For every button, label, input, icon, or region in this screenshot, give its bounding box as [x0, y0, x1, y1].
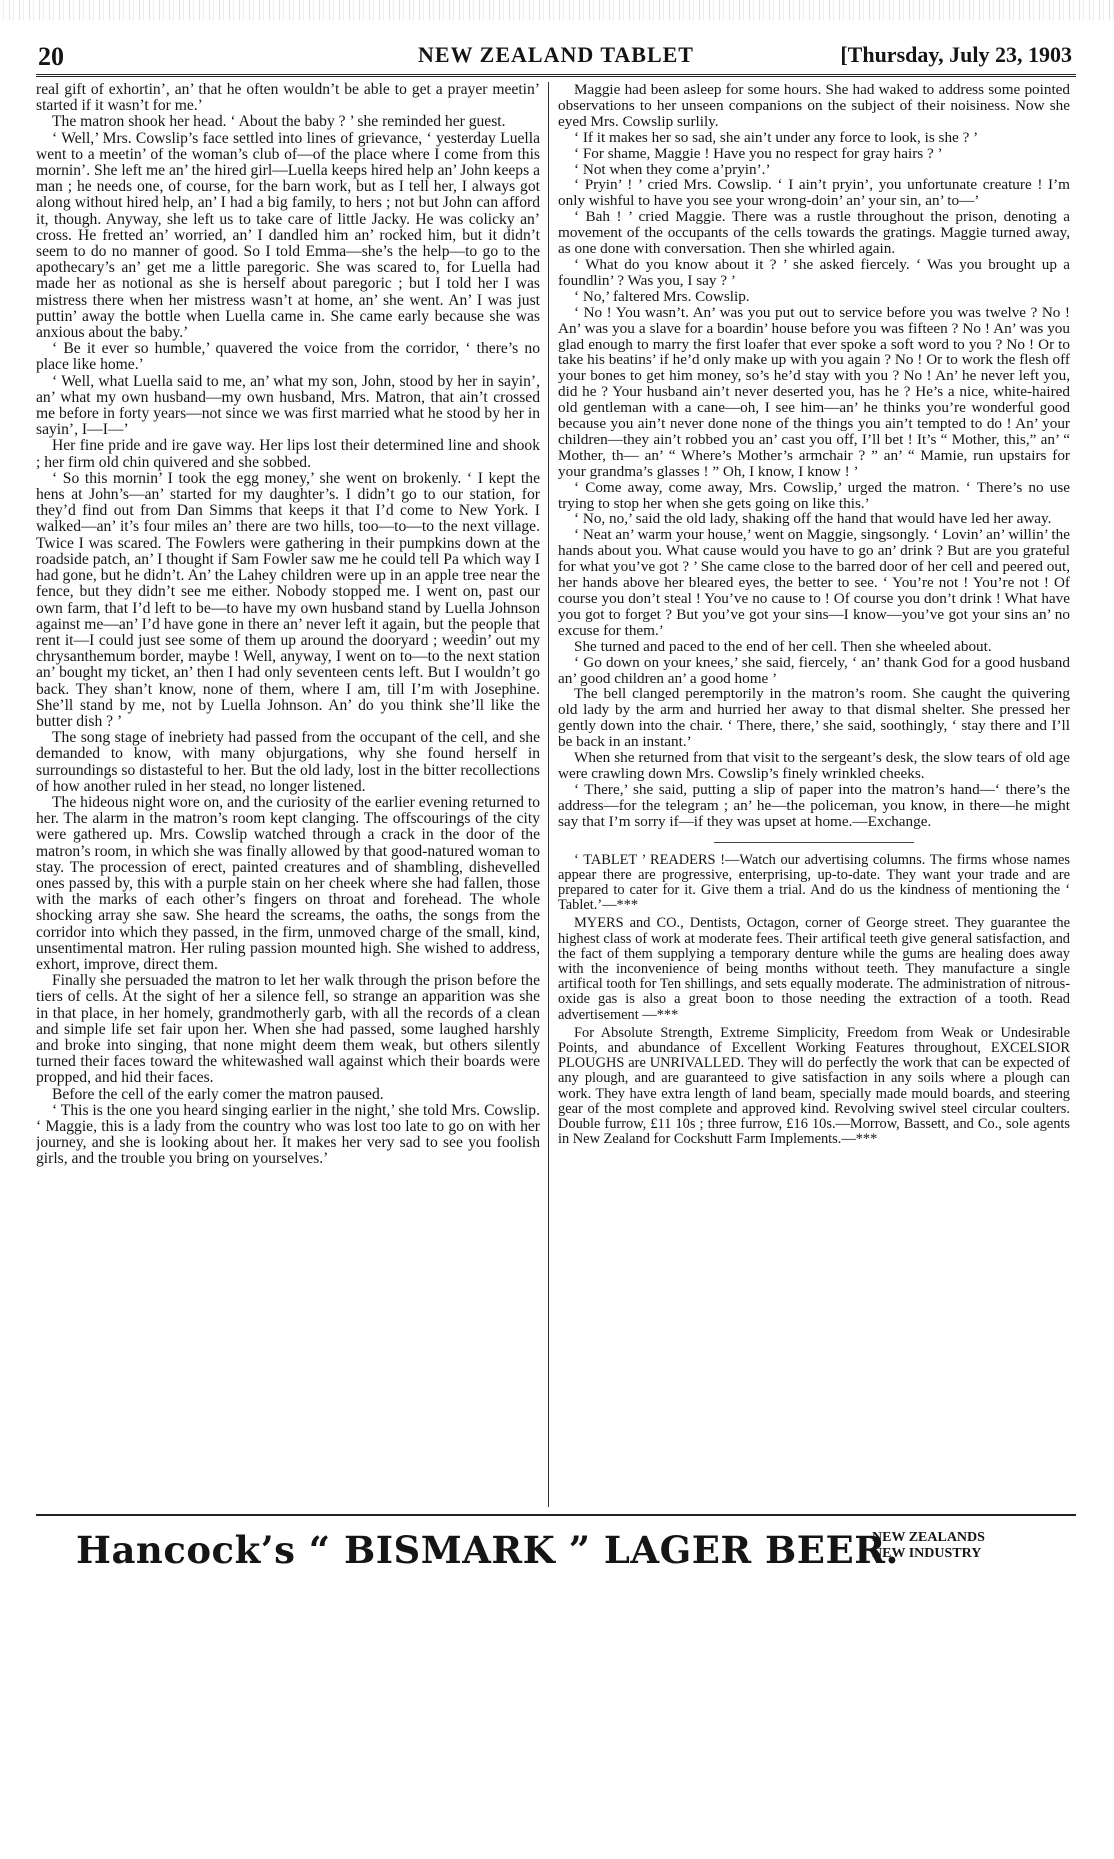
issue-date: [Thursday, July 23, 1903 — [840, 42, 1072, 67]
paragraph: ‘ This is the one you heard singing earlier in the night,’ she told Mrs. Cowslip. ‘ Maggie, this is a lady from the country who was lost too late to go on with her journey, and she is looking about her. It makes her very sad to see you foolish girls, and the trouble you bring on yourselves.’ — [36, 1101, 540, 1168]
right-column — [558, 82, 1070, 1507]
paragraph: ‘ Well,’ Mrs. Cowslip’s face settled into lines of grievance, ‘ yesterday Luella went to a meetin’ of the woman’s club of—of the place where I come from this mornin’. She left me an’ the hired girl—Luella keeps hired help an’ John keeps a man ; he needs one, of course, for the barn work, but as I tell her, I always got along without hired help, an’ I had a big family, to hers ; not but John can afford it, though. Anyway, she left us to take care of little Jacky. He was colicky an’ cross. He fretted an’ worried, an’ I dandled him an’ rocked him, but it didn’t seem to do no manner of good. So I told Emma—she’s the help—to go to the apothecary’s an’ get me a little paregoric. She was scared to, for Luella had made her as notional as she is herself about paregoric ; but I told her I was mistress there when her mistress wasn’t at home, an’ she went. An’ I was just puttin’ away the bottle when Luella came in. She came early because she was anxious about the baby.’ — [36, 129, 540, 342]
paragraph: The matron shook her head. ‘ About the baby ? ’ she reminded her guest. — [52, 113, 506, 131]
paragraph: Before the cell of the early comer the matron paused. — [52, 1085, 384, 1103]
paragraph: Finally she persuaded the matron to let her walk through the prison before the tiers of cells. At the sight of her a silence fell, so strange an apparition was she in that place, in her homely, grandmotherly garb, with all the records of a clean and simple life set fair upon her. When she had passed, some laughed harshly and broke into singing, that none might deem them weak, but others silently turned their faces toward the whitewashed wall against which their boards were propped, and hid their faces. — [36, 972, 540, 1087]
paragraph: ‘ If it makes her so sad, she ain’t under any force to look, is she ? ’ — [574, 128, 979, 146]
paragraph: ‘ No, no,’ said the old lady, shaking off the hand that would have led her away. — [574, 510, 1052, 528]
paragraph: ‘ Go down on your knees,’ she said, fiercely, ‘ an’ thank God for a good husband an’ good children an’ a good home ’ — [558, 653, 1070, 687]
scan-edge-noise — [0, 0, 1114, 20]
paragraph: The hideous night wore on, and the curiosity of the earlier evening returned to her. The alarm in the matron’s room kept clanging. The offscourings of the city were gathered up. Mrs. Cowslip watched through a crack in the door of the matron’s room, in which she was finally allowed by that good-natured woman to stay. The procession of erect, painted creatures and of shambling, dishevelled ones passed by, this with a purple stain on her cheek where she had fallen, those with the marks of each other’s fingers on throat and forehead. The whole shocking array she saw. She heard the screams, the oaths, the songs from the corridor into which they passed, in the firm, unmoved charge of the small, kind, unsentimental matron. Her ruling passion mounted high. She wished to address, exhort, improve, direct them. — [36, 793, 540, 973]
paragraph: The song stage of inebriety had passed from the occupant of the cell, and she demanded to know, with many objurgations, why she found herself in surroundings so distasteful to her. But the old lady, lost in the bitter recollections of how another ruled in her stead, no longer listened. — [36, 729, 540, 795]
paragraph: ‘ No,’ faltered Mrs. Cowslip. — [574, 287, 750, 305]
paragraph: ‘ Not when they come a’pryin’.’ — [574, 160, 771, 178]
footer-advertisement — [36, 1518, 1076, 1578]
masthead — [36, 38, 1076, 72]
paragraph: She turned and paced to the end of her cell. Then she wheeled about. — [574, 637, 992, 655]
notice-ploughs: For Absolute Strength, Extreme Simplicity, Freedom from Weak or Undesirable Points, and abundance of Excellent Working Features throughout, EXCELSIOR PLOUGHS are UNRIVALLED. They will do perfectly the work that can be expected of any plough, and are guaranteed to give satisfaction in any soils where a plough can work. They have extra length of land beam, specially made mould boards, and steering gear of the most complete and approved kind. Revolving swivel steel circular coulters. Double furrow, £11 10s ; three furrow, £16 10s.—Morrow, Bassett, and Co., sole agents in New Zealand for Cockshutt Farm Implements.—*** — [558, 1024, 1070, 1148]
column-divider — [548, 82, 549, 1507]
notice-readers: ‘ TABLET ’ READERS !—Watch our advertising columns. The firms whose names appear there are progressive, enterprising, up-to-date. They want your trade and are prepared to cater for it. Give them a trial. And do us the kindness of mentioning the ‘ Tablet.’—*** — [558, 851, 1070, 914]
industry-line: NEW INDUSTRY — [872, 1546, 982, 1561]
masthead-rule — [36, 74, 1076, 77]
notices-section — [558, 853, 1070, 1148]
paragraph: ‘ Come away, come away, Mrs. Cowslip,’ urged the matron. ‘ There’s no use trying to stop her when she gets going on like this.’ — [558, 478, 1070, 512]
industry-line: NEW ZEALANDS — [872, 1530, 985, 1545]
paragraph: Maggie had been asleep for some hours. She had waked to address some pointed observations to her unseen companions on the subject of their noisiness. Now she eyed Mrs. Cowslip surlily. — [558, 82, 1070, 130]
paragraph: ‘ Neat an’ warm your house,’ went on Maggie, singsongly. ‘ Lovin’ an’ willin’ the hands about you. What cause would you have to go an’ drink ? But are you grateful for what you’ve got ? ’ She came close to the barred door of her cell and peered out, her hands above her bleared eyes, the better to see. ‘ You’re not ! You’re not ! Of course you don’t steal ! You’ve no cause to ! Of course you don’t drink ! What have you got to forget ? But you’ve got your sins—I know—you’ve got your sins an’ no excuse for them.’ — [558, 526, 1070, 639]
paragraph: ‘ Well, what Luella said to me, an’ what my son, John, stood by her in sayin’, an’ what my own husband—my own husband, Mrs. Matron, that ain’t crossed me before in forty years—not since we was first married what he stood by her in sayin’, I—I—’ — [36, 372, 540, 439]
paragraph: Her fine pride and ire gave way. Her lips lost their determined line and shook ; her firm old chin quivered and she sobbed. — [36, 437, 540, 471]
paragraph: ‘ No ! You wasn’t. An’ was you put out to service before you was twelve ? No ! An’ was you a slave for a boardin’ house before you was fifteen ? No ! An’ was you glad enough to marry the first loafer that ever spoke a soft word to you ? No ! Or to take his beatins’ if he’d only make up with you again ? No ! Or to work the flesh off your bones to get him money, so’s he’d stay with you ? No ! An’ he never left you, did he ? Your husband ain’t never deserted you, has he ? He’s a nice, white-haired old gentleman with a cane—oh, I see him—an’ he thinks you’re wonderful good because you ain’t never done none of the things you ain’t tempted to do ! An’ your children—they ain’t robbed you an’ cast you off, I’ll bet ! It’s “ Mother, this,” an’ “ Mother, th— an’ “ Where’s Mother’s armchair ? ” an’ “ Mamie, run upstairs for your grandma’s glasses ! ” Oh, I know, I know ! ’ — [558, 303, 1070, 480]
paragraph: real gift of exhortin’, an’ that he often wouldn’t be able to get a prayer meetin’ started if it wasn’t for me.’ — [36, 82, 540, 115]
newspaper-title: NEW ZEALAND TABLET — [418, 42, 694, 67]
paragraph: When she returned from that visit to the sergeant’s desk, the slow tears of old age were crawling down Mrs. Cowslip’s finely wrinkled cheeks. — [558, 749, 1070, 782]
paragraph: ‘ Bah ! ’ cried Maggie. There was a rustle throughout the prison, denoting a movement of the occupants of the cells towards the gratings. Maggie turned away, as one done with conversation. Then she whirled again. — [558, 208, 1070, 258]
section-separator — [714, 842, 914, 843]
industry-tagline — [872, 1530, 985, 1562]
paragraph: ‘ Pryin’ ! ’ cried Mrs. Cowslip. ‘ I ain’t pryin’, you unfortunate creature ! I’m only wishful to have you see your wrong-doin’ an’ your sin, an’ to—’ — [558, 176, 1070, 210]
paragraph: ‘ There,’ she said, putting a slip of paper into the matron’s hand—‘ there’s the address—for the telegram ; an’ he—the policeman, you know, in there—he might say that I’m sorry if—if they was upset at home.—Exchange. — [558, 780, 1070, 830]
notice-dentists: MYERS and CO., Dentists, Octagon, corner of George street. They guarantee the highest class of work at moderate fees. Their artifical teeth give general satisfaction, and the fact of them supplying a temporary denture while the gums are healing does away with the inconvenience of being months without teeth. They manufacture a single artifical tooth for Ten shillings, and sets equally moderate. The administration of nitrous-oxide gas is also a great boon to those needing the extraction of a tooth. Read advertisement —*** — [558, 915, 1070, 1023]
paragraph: ‘ For shame, Maggie ! Have you no respect for gray hairs ? ’ — [574, 144, 943, 162]
page-number: 20 — [38, 42, 64, 71]
paragraph: ‘ So this mornin’ I took the egg money,’ she went on brokenly. ‘ I kept the hens at John’s—an’ started for my daughter’s. I didn’t go to our station, for they’d find out from Dan Simms that keeps it that I’d come to New York. I walked—an’ it’s four miles an’ there are two hills, too—to—to the next village. Twice I was scared. The Fowlers were gathering in their pumpkins down at the roadside patch, an’ I thought if Sam Fowler saw me he could tell Pa which way I had gone, but he didn’t. An’ the Lahey children were up in an apple tree near the fence, but they didn’t see me either. Nobody stopped me. I went on, past our own farm, that I’d left to be—to have my own husband stand by Luella Johnson against me—an’ I’d have gone in there an’ never left it again, but the people that rent it—I could just see some of them up around the dooryard ; weedin’ out my chrysanthemum border, maybe ! Well, anyway, I went on to—to the next station an’ bought my ticket, an’ then I had only seventeen cents left. But I wouldn’t go back. They shan’t know, none of them, where I am, till I’m with Josephine. She’ll stand by me, not by Luella Johnson. An’ do you think she’ll like the butter dish ? ’ — [36, 469, 540, 730]
paragraph: The bell clanged peremptorily in the matron’s room. She caught the quivering old lady by the arm and hurried her away to that dismal shelter. She pressed her gently down into the chair. ‘ There, there,’ she said, soothingly, ‘ stay there and I’ll be back in an instant.’ — [558, 685, 1070, 751]
footer-rule — [36, 1514, 1076, 1516]
left-column — [36, 82, 540, 1507]
beer-advertisement: Hancock’s “ BISMARK ” LAGER BEER. — [76, 1528, 899, 1572]
paragraph: ‘ Be it ever so humble,’ quavered the voice from the corridor, ‘ there’s no place like home.’ — [36, 340, 540, 374]
paragraph: ‘ What do you know about it ? ’ she asked fiercely. ‘ Was you brought up a foundlin’ ? Was you, I say ? ’ — [558, 255, 1070, 289]
